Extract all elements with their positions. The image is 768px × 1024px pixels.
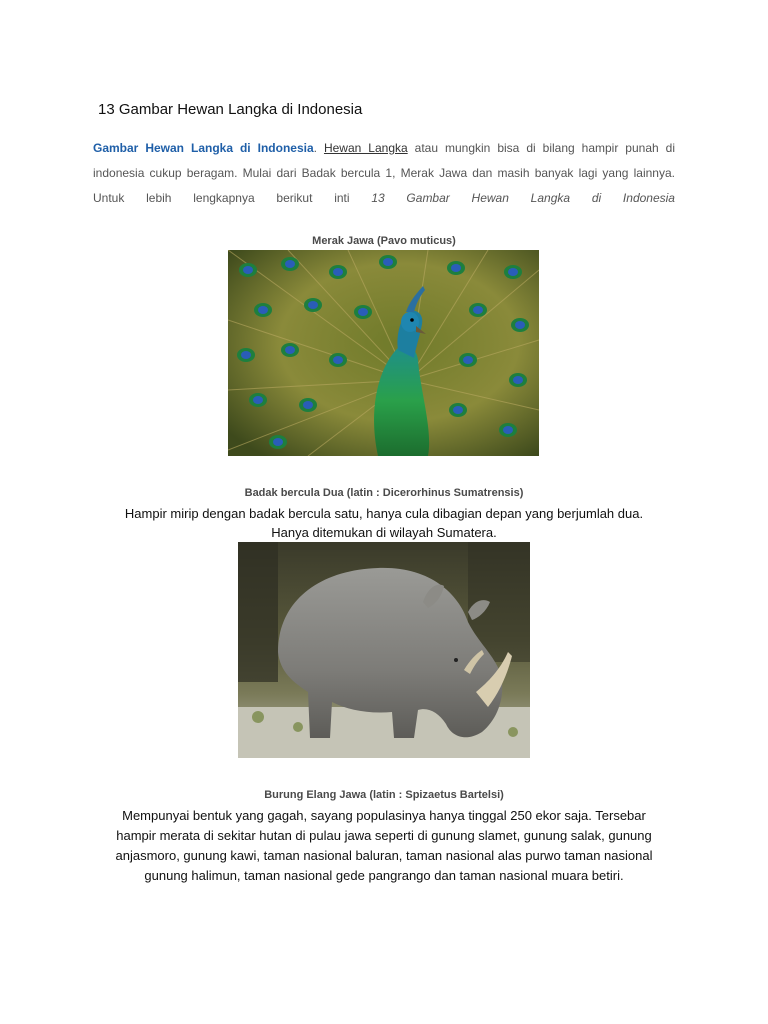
rhino-photo <box>238 542 530 758</box>
intro-lead: Gambar Hewan Langka di Indonesia <box>93 141 314 155</box>
rhino-caption: Badak bercula Dua (latin : Dicerorhinus Sumatrensis) <box>244 487 524 499</box>
eagle-desc-line-2: hampir merata di sekitar hutan di pulau jawa seperti di gunung slamet, gunung salak, gunung <box>116 828 652 843</box>
peacock-photo <box>228 250 539 456</box>
peacock-caption: Merak Jawa (Pavo muticus) <box>312 235 456 247</box>
rhino-desc-line-1: Hampir mirip dengan badak bercula satu, hanya cula dibagian depan yang berjumlah dua. <box>124 506 644 521</box>
intro-italic: 13 Gambar Hewan Langka di Indonesia <box>371 191 675 205</box>
hewan-langka-link[interactable]: Hewan Langka <box>323 141 408 155</box>
page-title: 13 Gambar Hewan Langka di Indonesia <box>98 101 363 118</box>
eagle-caption: Burung Elang Jawa (latin : Spizaetus Bartelsi) <box>264 789 504 801</box>
eagle-desc-line-1: Mempunyai bentuk yang gagah, sayang populasinya hanya tinggal 250 ekor saja. Tersebar <box>122 808 646 823</box>
eagle-desc-line-4: gunung halimun, taman nasional gede pangrango dan taman nasional muara betiri. <box>144 868 624 883</box>
intro-paragraph <box>93 136 675 211</box>
rhino-desc-line-2: Hanya ditemukan di wilayah Sumatera. <box>271 525 497 540</box>
eagle-desc-line-3: anjasmoro, gunung kawi, taman nasional baluran, taman nasional alas purwo taman nasional <box>115 848 653 863</box>
intro-period: . <box>313 141 324 155</box>
intro-text: atau mungkin bisa di bilang hampir punah di indonesia cukup beragam. Mulai dari Badak bercula 1, Merak Jawa dan masih banyak lagi yang lainnya. Untuk lebih lengkapnya berikut inti <box>93 141 675 205</box>
